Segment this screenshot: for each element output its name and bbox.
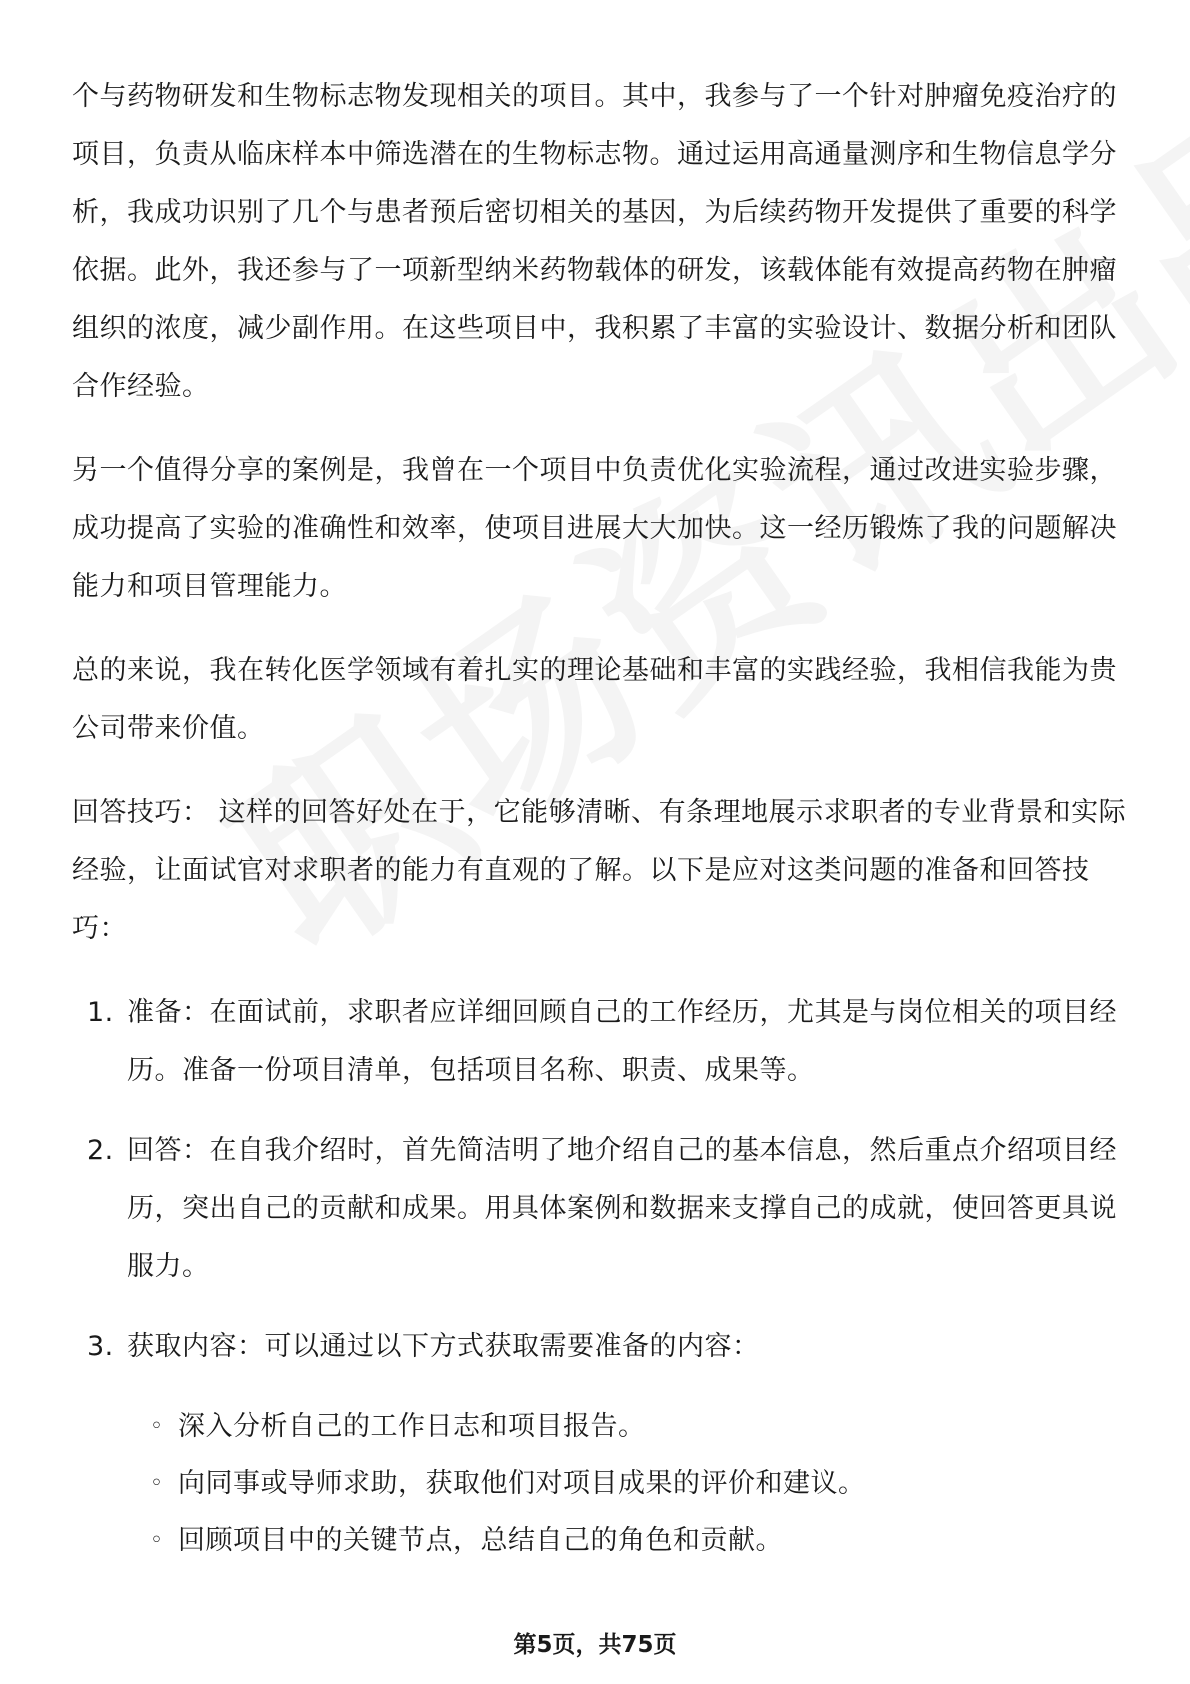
sub-list-item-text: 深入分析自己的工作日志和项目报告。 (178, 1411, 646, 1442)
paragraph-4: 回答技巧： 这样的回答好处在于，它能够清晰、有条理地展示求职者的专业背景和实际经验，让面试官对求职者的能力有直观的了解。以下是应对这类问题的准备和回答技巧： (72, 797, 1127, 944)
bullet-icon: ◦ (150, 1528, 164, 1553)
sub-list (72, 1398, 1132, 1569)
list-item-text: 回答：在自我介绍时，首先简洁明了地介绍自己的基本信息，然后重点介绍项目经历，突出自己的贡献和成果。用具体案例和数据来支撑自己的成就，使回答更具说服力。 (127, 1135, 1117, 1282)
page-content (72, 68, 1132, 1569)
paragraph-1: 个与药物研发和生物标志物发现相关的项目。其中，我参与了一个针对肿瘤免疫治疗的项目，负责从临床样本中筛选潜在的生物标志物。通过运用高通量测序和生物信息学分析，我成功识别了几个与患者预后密切相关的基因，为后续药物开发提供了重要的科学依据。此外，我还参与了一项新型纳米药物载体的研发，该载体能有效提高药物在肿瘤组织的浓度，减少副作用。在这些项目中，我积累了丰富的实验设计、数据分析和团队合作经验。 (72, 81, 1117, 402)
paragraph-2: 另一个值得分享的案例是，我曾在一个项目中负责优化实验流程，通过改进实验步骤，成功提高了实验的准确性和效率，使项目进展大大加快。这一经历锻炼了我的问题解决能力和项目管理能力。 (72, 455, 1117, 602)
bullet-icon: ◦ (150, 1471, 164, 1496)
paragraph-3: 总的来说，我在转化医学领域有着扎实的理论基础和丰富的实践经验，我相信我能为贵公司带来价值。 (72, 655, 1117, 744)
bullet-icon: ◦ (150, 1414, 164, 1439)
sub-list-item-text: 向同事或导师求助，获取他们对项目成果的评价和建议。 (178, 1468, 866, 1499)
list-number: 2. (87, 1135, 114, 1166)
list-number: 1. (87, 997, 114, 1028)
sub-list-item-3 (72, 1512, 1132, 1569)
sub-list-item-1 (72, 1398, 1132, 1455)
sub-list-item-text: 回顾项目中的关键节点，总结自己的角色和贡献。 (178, 1525, 783, 1556)
sub-list-item-2 (72, 1455, 1132, 1512)
list-item-text: 准备：在面试前，求职者应详细回顾自己的工作经历，尤其是与岗位相关的项目经历。准备一份项目清单，包括项目名称、职责、成果等。 (127, 997, 1117, 1086)
list-item-3 (72, 1318, 1132, 1376)
list-item-1 (72, 984, 1132, 1100)
list-item-text: 获取内容：可以通过以下方式获取需要准备的内容： (127, 1331, 760, 1362)
page-number-footer: 第5页，共75页 (513, 1632, 677, 1658)
list-number: 3. (87, 1331, 114, 1362)
list-item-2 (72, 1122, 1132, 1296)
ordered-list (72, 984, 1132, 1376)
